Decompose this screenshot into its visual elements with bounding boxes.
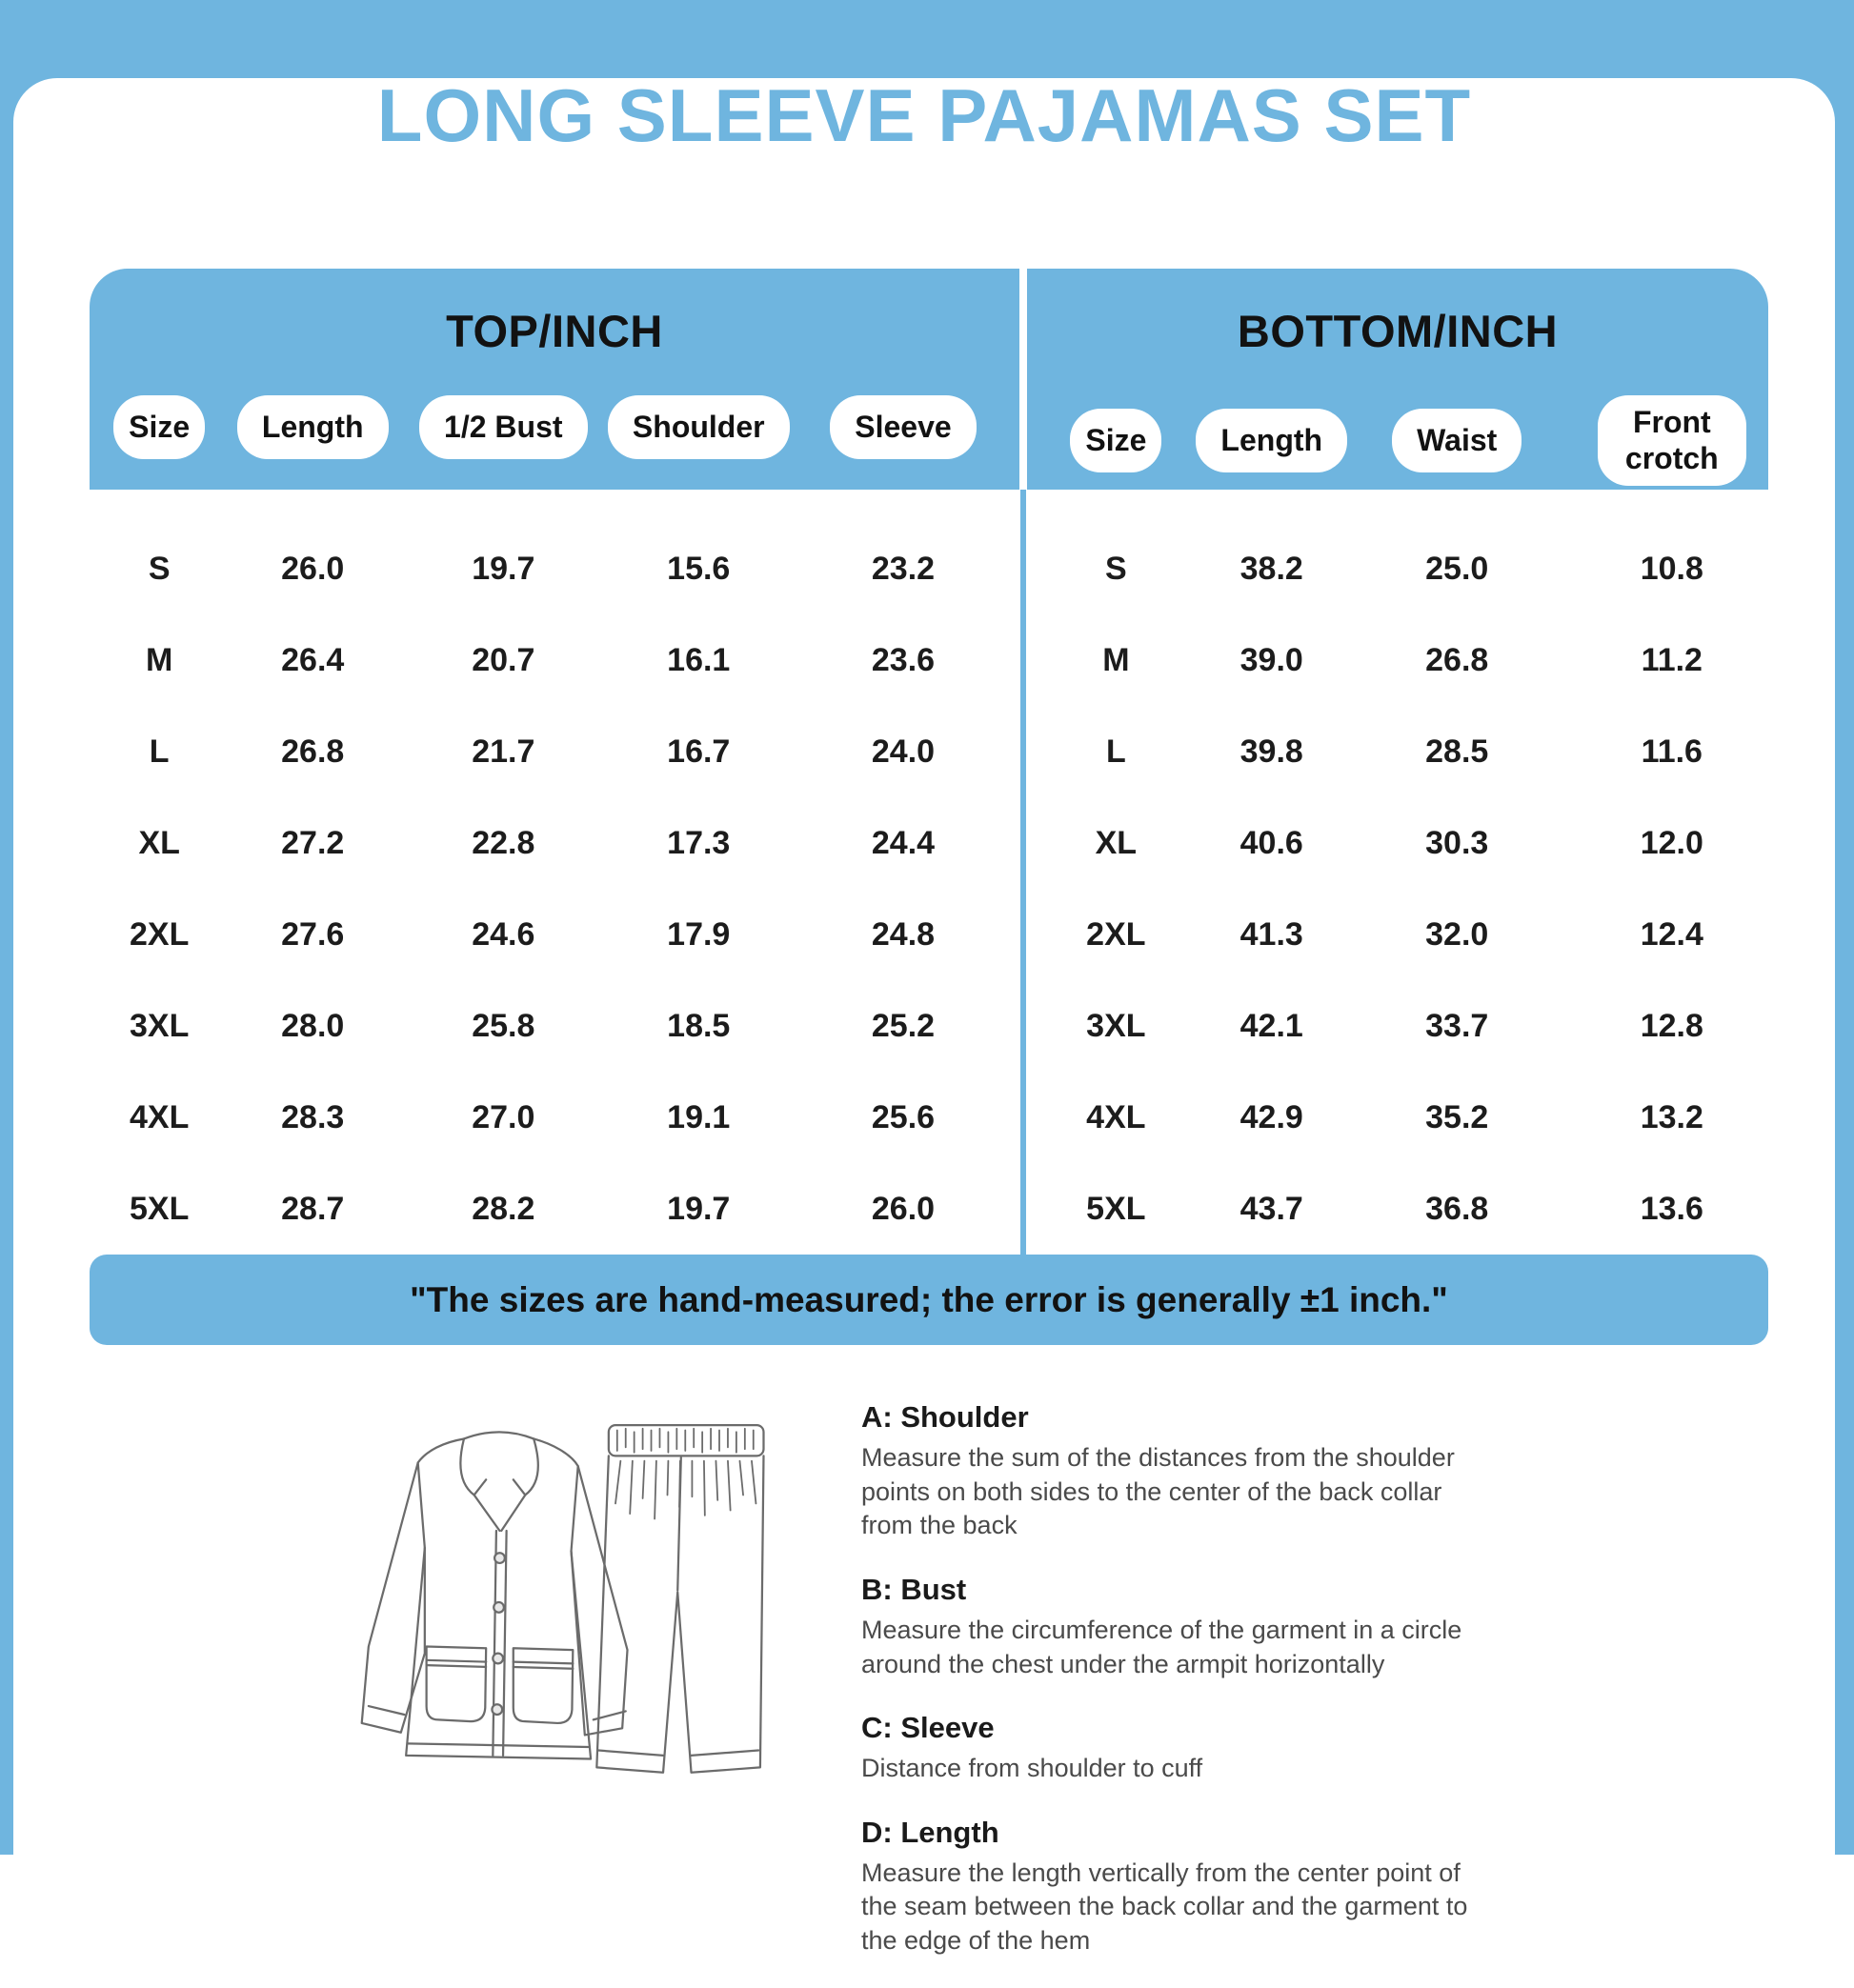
value-cell: 27.0 [472, 1098, 535, 1135]
table-row [90, 980, 1019, 1072]
size-cell: S [148, 550, 171, 587]
note-label: A: Shoulder [861, 1400, 1029, 1434]
column-header-length: Length [237, 395, 389, 459]
note-label: C: Sleeve [861, 1711, 995, 1745]
value-cell: 21.7 [472, 733, 535, 770]
value-cell: 12.0 [1640, 824, 1703, 861]
size-cell: 2XL [130, 915, 190, 953]
table-row [90, 1163, 1019, 1255]
bottom-table-header-row [1027, 395, 1768, 486]
tables-area [90, 269, 1768, 1345]
table-row [90, 889, 1019, 980]
table-row [1027, 614, 1768, 706]
value-cell: 10.8 [1640, 550, 1703, 587]
note-shoulder [861, 1400, 1528, 1543]
bottom-table-column [1027, 269, 1768, 1255]
bottom-section [13, 1345, 1835, 1988]
value-cell: 27.6 [281, 915, 345, 953]
value-cell: 13.6 [1640, 1190, 1703, 1227]
column-header-sleeve: Sleeve [830, 395, 976, 459]
value-cell: 28.5 [1425, 733, 1489, 770]
pajamas-line-art [269, 1395, 802, 1795]
value-cell: 26.0 [871, 1190, 936, 1227]
size-cell: S [1105, 550, 1127, 587]
note-label: B: Bust [861, 1572, 967, 1606]
value-cell: 16.7 [667, 733, 731, 770]
column-header-size: Size [113, 395, 205, 459]
size-cell: XL [138, 824, 180, 861]
disclaimer-text: "The sizes are hand-measured; the error is generally ±1 inch." [410, 1279, 1448, 1319]
value-cell: 28.0 [281, 1007, 345, 1044]
value-cell: 19.1 [667, 1098, 731, 1135]
value-cell: 23.2 [871, 550, 936, 587]
value-cell: 35.2 [1425, 1098, 1489, 1135]
measurement-notes [861, 1345, 1528, 1988]
column-header-size: Size [1070, 409, 1161, 472]
size-cell: L [149, 733, 170, 770]
table-divider-line [1020, 490, 1026, 1255]
table-row [1027, 797, 1768, 889]
top-table-header-row [90, 395, 1019, 459]
value-cell: 24.6 [472, 915, 535, 953]
value-cell: 17.3 [667, 824, 731, 861]
table-row [90, 1072, 1019, 1163]
bottom-table-body [1027, 490, 1768, 1255]
size-cell: 3XL [1086, 1007, 1146, 1044]
column-header-front-crotch: Front crotch [1598, 395, 1746, 486]
value-cell: 36.8 [1425, 1190, 1489, 1227]
value-cell: 24.8 [871, 915, 936, 953]
value-cell: 25.0 [1425, 550, 1489, 587]
value-cell: 19.7 [472, 550, 535, 587]
note-label: D: Length [861, 1815, 999, 1849]
value-cell: 25.6 [871, 1098, 936, 1135]
value-cell: 22.8 [472, 824, 535, 861]
top-table-title: TOP/INCH [446, 306, 663, 356]
size-cell: 4XL [130, 1098, 190, 1135]
value-cell: 26.8 [1425, 641, 1489, 678]
note-sleeve [861, 1711, 1528, 1786]
table-row [1027, 706, 1768, 797]
note-bust [861, 1573, 1528, 1681]
value-cell: 39.0 [1239, 641, 1303, 678]
table-row [1027, 1072, 1768, 1163]
disclaimer-bar [90, 1255, 1768, 1345]
value-cell: 24.0 [871, 733, 936, 770]
size-cell: M [146, 641, 173, 678]
size-cell: XL [1095, 824, 1138, 861]
value-cell: 43.7 [1239, 1190, 1303, 1227]
column-header-half-bust: 1/2 Bust [419, 395, 587, 459]
value-cell: 27.2 [281, 824, 345, 861]
page-title: LONG SLEEVE PAJAMAS SET [376, 73, 1472, 157]
table-row [90, 523, 1019, 614]
value-cell: 19.7 [667, 1190, 731, 1227]
note-text: Measure the circumference of the garment in a circle around the chest under the armpit horizontally [861, 1615, 1462, 1678]
top-table-header-panel [90, 269, 1019, 490]
size-chart-card [13, 73, 1835, 1955]
value-cell: 38.2 [1239, 550, 1303, 587]
value-cell: 33.7 [1425, 1007, 1489, 1044]
bottom-table-header-panel [1027, 269, 1768, 490]
size-cell: 4XL [1086, 1098, 1146, 1135]
column-header-waist: Waist [1392, 409, 1521, 472]
value-cell: 13.2 [1640, 1098, 1703, 1135]
illustration-wrap [269, 1345, 802, 1988]
value-cell: 26.8 [281, 733, 345, 770]
table-row [90, 706, 1019, 797]
value-cell: 25.2 [871, 1007, 936, 1044]
value-cell: 32.0 [1425, 915, 1489, 953]
size-cell: L [1105, 733, 1126, 770]
note-text: Measure the sum of the distances from the shoulder points on both sides to the center of the back collar from the back [861, 1443, 1455, 1540]
value-cell: 25.8 [472, 1007, 535, 1044]
value-cell: 42.9 [1239, 1098, 1303, 1135]
table-row [1027, 889, 1768, 980]
table-row [1027, 1163, 1768, 1255]
size-cell: 3XL [130, 1007, 190, 1044]
value-cell: 26.0 [281, 550, 345, 587]
bottom-table-title: BOTTOM/INCH [1237, 306, 1559, 356]
value-cell: 26.4 [281, 641, 345, 678]
table-row [90, 614, 1019, 706]
size-cell: M [1102, 641, 1130, 678]
value-cell: 28.2 [472, 1190, 535, 1227]
value-cell: 23.6 [871, 641, 936, 678]
value-cell: 12.4 [1640, 915, 1703, 953]
value-cell: 17.9 [667, 915, 731, 953]
size-cell: 2XL [1086, 915, 1146, 953]
table-row [90, 797, 1019, 889]
value-cell: 16.1 [667, 641, 731, 678]
value-cell: 30.3 [1425, 824, 1489, 861]
value-cell: 12.8 [1640, 1007, 1703, 1044]
value-cell: 24.4 [871, 824, 936, 861]
note-text: Measure the length vertically from the center point of the seam between the back collar and the garment to the edge of the hem [861, 1857, 1468, 1955]
column-header-length: Length [1196, 409, 1347, 472]
value-cell: 40.6 [1239, 824, 1303, 861]
value-cell: 11.6 [1641, 733, 1703, 770]
value-cell: 15.6 [667, 550, 731, 587]
top-table-column [90, 269, 1019, 1255]
value-cell: 39.8 [1239, 733, 1303, 770]
panels-row [90, 269, 1768, 1255]
value-cell: 20.7 [472, 641, 535, 678]
value-cell: 41.3 [1239, 915, 1303, 953]
value-cell: 28.7 [281, 1190, 345, 1227]
value-cell: 11.2 [1641, 641, 1703, 678]
table-row [1027, 523, 1768, 614]
top-table-body [90, 490, 1019, 1255]
size-cell: 5XL [1086, 1190, 1146, 1227]
column-header-shoulder: Shoulder [608, 395, 790, 459]
value-cell: 42.1 [1239, 1007, 1303, 1044]
size-cell: 5XL [130, 1190, 190, 1227]
note-text: Distance from shoulder to cuff [861, 1754, 1203, 1783]
value-cell: 18.5 [667, 1007, 731, 1044]
note-length [861, 1816, 1528, 1958]
value-cell: 28.3 [281, 1098, 345, 1135]
table-row [1027, 980, 1768, 1072]
